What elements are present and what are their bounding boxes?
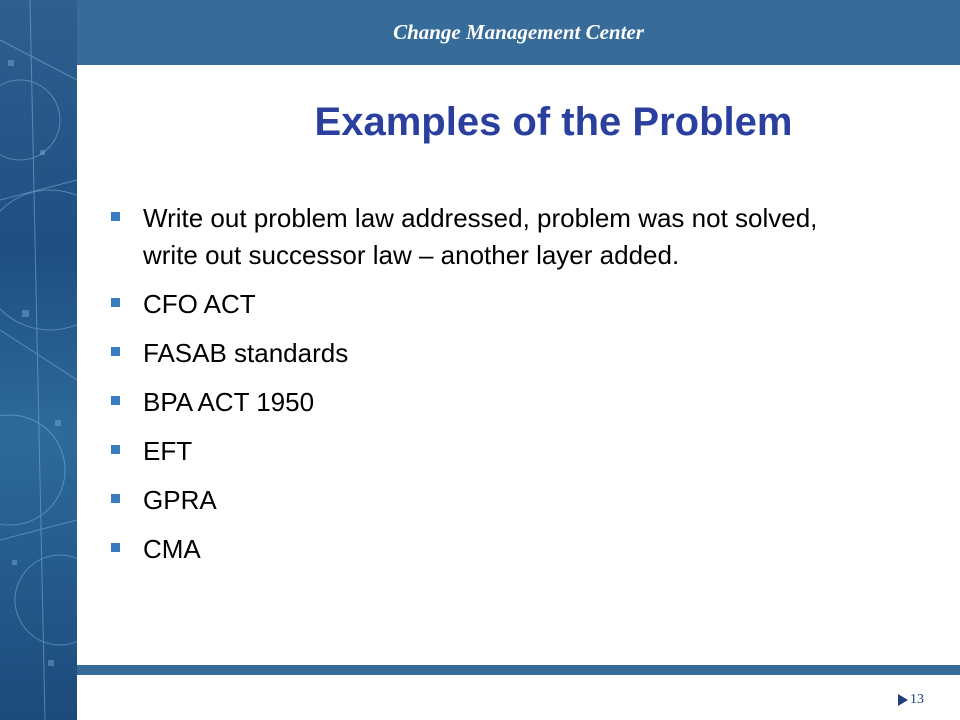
square-bullet-icon xyxy=(111,212,120,221)
bullet-item xyxy=(106,482,866,519)
bullet-item xyxy=(106,286,866,323)
bullet-item xyxy=(106,433,866,470)
bullet-item xyxy=(106,200,866,274)
page-number-text: 13 xyxy=(910,692,924,707)
bullet-text: BPA ACT 1950 xyxy=(143,387,315,417)
play-triangle-icon xyxy=(898,694,908,706)
bullet-text: CFO ACT xyxy=(143,289,256,319)
bullet-item xyxy=(106,384,866,421)
bullet-item xyxy=(106,531,866,568)
decorative-side-image xyxy=(0,0,77,720)
bullet-text: GPRA xyxy=(143,485,217,515)
square-bullet-icon xyxy=(111,543,120,552)
square-bullet-icon xyxy=(111,396,120,405)
bullet-item xyxy=(106,335,866,372)
square-bullet-icon xyxy=(111,298,120,307)
square-bullet-icon xyxy=(111,347,120,356)
bullet-text: FASAB standards xyxy=(143,338,349,368)
slide-title: Examples of the Problem xyxy=(314,100,793,144)
bullet-text: EFT xyxy=(143,436,193,466)
bullet-text: Write out problem law addressed, problem was not solved, write out successor law – another layer added. xyxy=(143,203,818,270)
page-number xyxy=(898,690,924,710)
square-bullet-icon xyxy=(111,445,120,454)
square-bullet-icon xyxy=(111,494,120,503)
header-title: Change Management Center xyxy=(393,20,644,44)
bullet-list xyxy=(106,200,866,580)
footer-rule xyxy=(77,665,960,675)
bullet-text: CMA xyxy=(143,534,201,564)
